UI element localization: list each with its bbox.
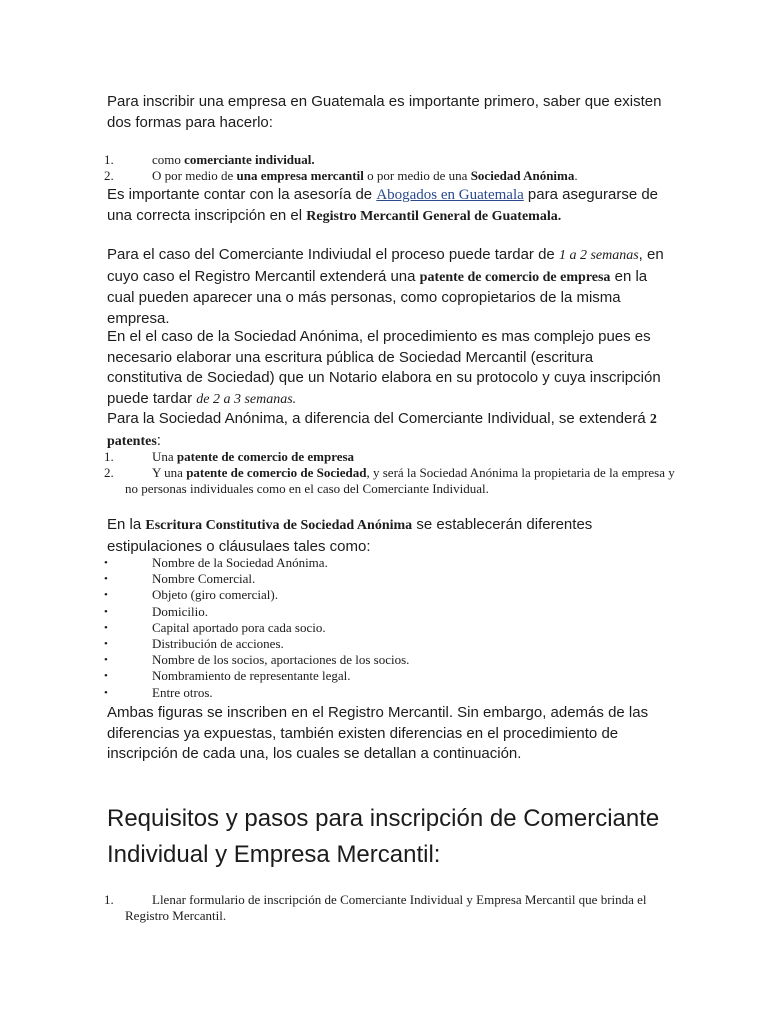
heading-text: Requisitos y pasos para inscripción de Comerciante Individual y Empresa Mercantil: <box>107 805 660 868</box>
list-number: 1. <box>104 152 114 167</box>
abogados-link[interactable]: Abogados en Guatemala <box>376 187 524 203</box>
clausula-item <box>0 668 768 684</box>
list-bold-text: patente de comercio de Sociedad <box>186 465 367 480</box>
clausula-item <box>0 555 768 571</box>
list-bold-text: Sociedad Anónima <box>470 168 575 183</box>
forms-list <box>0 152 768 184</box>
bullet-icon: • <box>104 670 108 683</box>
individual-text: Para el caso del Comerciante Indiviudal el proceso puede tardar de <box>107 246 559 263</box>
clausula-item <box>0 620 768 636</box>
clausula-text: Nombramiento de representante legal. <box>152 668 351 684</box>
individual-paragraph <box>107 245 667 329</box>
clausulas-list <box>0 555 768 701</box>
list-number: 2. <box>104 465 114 480</box>
individual-bold-text: patente de comercio de empresa <box>419 269 611 285</box>
clausula-text: Capital aportado pora cada socio. <box>152 619 326 635</box>
clausula-item <box>0 652 768 668</box>
intro-text: Para inscribir una empresa en Guatemala es importante primero, saber que existen dos formas para hacerlo: <box>107 93 662 131</box>
bullet-icon: • <box>104 621 108 634</box>
bullet-icon: • <box>104 638 108 651</box>
sociedad-paragraph <box>107 327 667 410</box>
ambas-paragraph <box>107 703 667 765</box>
list-text: como <box>152 152 185 167</box>
bullet-icon: • <box>104 654 108 667</box>
patentes-list-item <box>0 465 768 497</box>
forms-list-item <box>0 152 768 168</box>
escritura-text: En la <box>107 516 146 533</box>
patentes-intro-paragraph <box>107 409 667 452</box>
list-text: , y será la Sociedad Anónima la propietaria de la empresa y no personas individuales como en el caso del Comerciante Individual. <box>125 465 675 496</box>
clausula-text: Nombre de la Sociedad Anónima. <box>152 555 328 570</box>
ambas-text: Ambas figuras se inscriben en el Registro Mercantil. Sin embargo, además de las diferencias ya expuestas, también existen diferencias en el procedimiento de inscripción de cada una, los cuales se detallan a continuación. <box>107 704 649 762</box>
list-number: 2. <box>104 168 114 183</box>
bullet-icon: • <box>104 573 108 586</box>
intro-paragraph <box>107 92 667 133</box>
escritura-text: se establecerán diferentes estipulaciones o cláusulaes tales como: <box>107 516 593 555</box>
bullet-icon: • <box>104 589 108 602</box>
list-text: o por medio de una <box>363 168 471 183</box>
clausula-text: Entre otros. <box>152 684 213 700</box>
patentes-list <box>0 449 768 497</box>
list-text: O por medio de <box>152 168 237 183</box>
clausula-item <box>0 636 768 652</box>
advice-text: para asegurarse de una correcta inscripción en el <box>107 186 659 224</box>
clausula-text: Objeto (giro comercial). <box>152 587 278 603</box>
list-text: Llenar formulario de inscripción de Comerciante Individual y Empresa Mercantil que brinda el Registro Mercantil. <box>125 892 647 923</box>
individual-text: , en cuyo caso el Registro Mercantil extenderá una <box>107 246 664 285</box>
advice-text: Es importante contar con la asesoría de <box>107 186 377 203</box>
list-number: 1. <box>104 892 114 907</box>
list-text: . <box>574 168 578 183</box>
list-text: Una <box>152 449 177 464</box>
escritura-bold-text: Escritura Constitutiva de Sociedad Anónima <box>145 518 413 533</box>
sociedad-text: En el el caso de la Sociedad Anónima, el procedimiento es mas complejo pues es necesario elaborar una escritura pública de Sociedad Mercantil (escritura constitutiva de Sociedad) que un Notario elabora en su protocolo y cuya inscripción puede tardar <box>107 328 661 407</box>
clausula-text: Nombre de los socios, aportaciones de los socios. <box>152 652 410 668</box>
clausula-text: Distribución de acciones. <box>152 636 284 652</box>
pasos-list-item <box>0 892 768 924</box>
clausula-text: Domicilio. <box>152 603 208 619</box>
patentes-list-item <box>0 449 768 465</box>
patentes-intro-text: : <box>156 431 161 449</box>
list-bold-text: patente de comercio de empresa <box>176 449 355 464</box>
advice-paragraph <box>107 185 667 227</box>
clausula-item <box>0 685 768 701</box>
patentes-intro-text: Para la Sociedad Anónima, a diferencia del Comerciante Individual, se extenderá <box>107 410 650 427</box>
bullet-icon: • <box>104 605 108 618</box>
clausula-text: Nombre Comercial. <box>152 571 256 587</box>
list-text: Y una <box>152 465 187 480</box>
clausula-item <box>0 604 768 620</box>
individual-text: en la cual pueden aparecer una o más personas, como copropietarios de la misma empresa. <box>107 267 648 327</box>
bullet-icon: • <box>104 686 108 699</box>
list-bold-text: comerciante individual. <box>184 152 315 167</box>
advice-bold-text: Registro Mercantil General de Guatemala. <box>306 208 562 224</box>
pasos-list <box>0 892 768 924</box>
patentes-intro-bold-text: 2 patentes <box>107 412 657 449</box>
clausula-item <box>0 587 768 603</box>
sociedad-italic-text: de 2 a 3 semanas. <box>196 391 297 407</box>
section-heading <box>107 801 707 873</box>
clausula-item <box>0 571 768 587</box>
list-bold-text: una empresa mercantil <box>236 168 364 183</box>
escritura-paragraph <box>107 515 667 557</box>
forms-list-item <box>0 168 768 184</box>
bullet-icon: • <box>104 557 108 569</box>
list-number: 1. <box>104 449 114 464</box>
individual-italic-text: 1 a 2 semanas <box>558 248 639 263</box>
